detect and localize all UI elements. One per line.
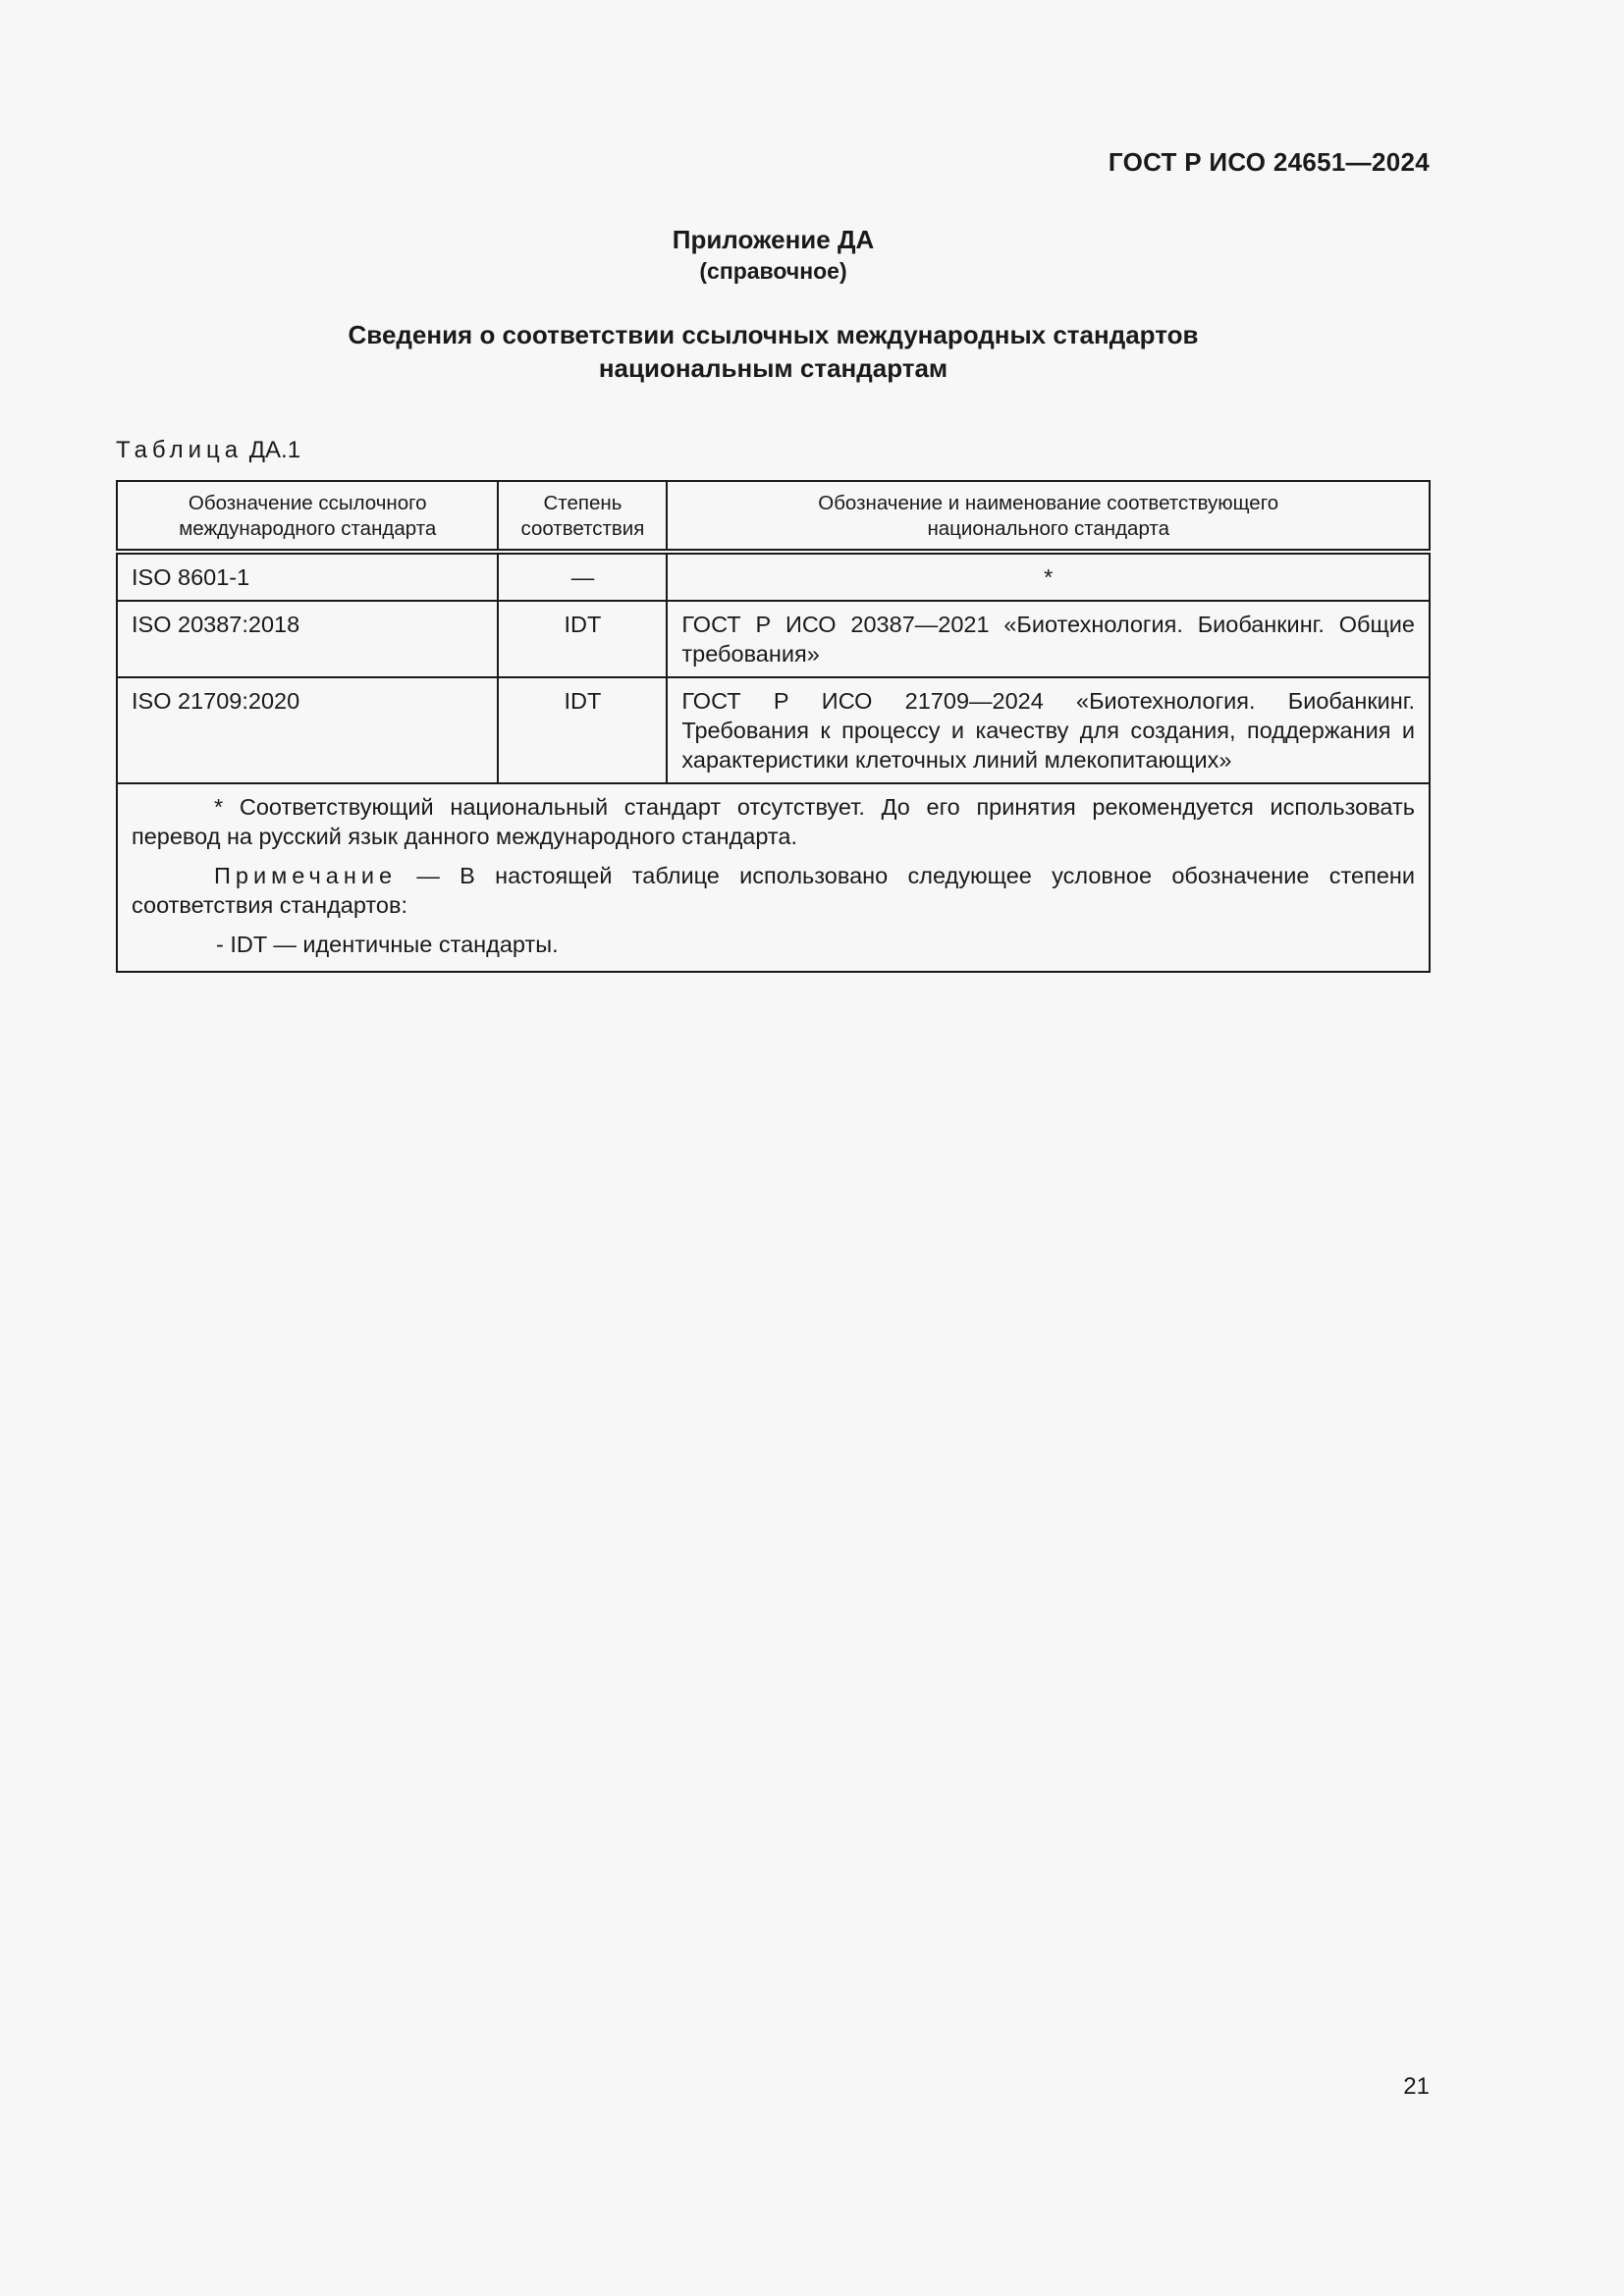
table-label-number: ДА.1	[248, 437, 301, 463]
table-label-word: Таблица	[116, 437, 244, 463]
table-row	[117, 677, 1430, 783]
cell-ref: ISO 20387:2018	[117, 601, 498, 677]
cell-national: *	[667, 552, 1430, 601]
section-title	[0, 318, 1546, 385]
cell-national: ГОСТ Р ИСО 21709—2024 «Биотехнология. Биобанкинг. Требования к процессу и качеству для создания, поддержания и характеристики клеточных линий млекопитающих»	[667, 677, 1430, 783]
note-text: — В настоящей таблице использовано следующее условное обозначение степени соответствия стандартов:	[132, 863, 1415, 918]
table-notes-row	[117, 783, 1430, 972]
table-note	[132, 861, 1415, 920]
page-number: 21	[1403, 2073, 1430, 2100]
table-notes	[117, 783, 1430, 972]
annex-header	[0, 224, 1546, 287]
cell-ref: ISO 21709:2020	[117, 677, 498, 783]
cell-degree: —	[498, 552, 667, 601]
annex-title: Приложение ДА	[672, 225, 875, 254]
annex-subtitle: (справочное)	[699, 258, 847, 284]
section-title-line1: Сведения о соответствии ссылочных международных стандартов	[348, 320, 1199, 349]
table-footnote: * Соответствующий национальный стандарт отсутствует. До его принятия рекомендуется использовать перевод на русский язык данного международного стандарта.	[132, 794, 1415, 849]
note-label: Примечание	[214, 863, 398, 888]
table-row	[117, 601, 1430, 677]
section-title-line2: национальным стандартам	[598, 353, 948, 383]
note-list-item: - IDT — идентичные стандарты.	[216, 932, 559, 957]
header-degree: Степень соответствия	[498, 481, 667, 552]
cell-ref: ISO 8601-1	[117, 552, 498, 601]
table-row	[117, 552, 1430, 601]
table-label	[116, 437, 300, 464]
header-ref-standard: Обозначение ссылочного международного стандарта	[117, 481, 498, 552]
correspondence-table	[116, 480, 1431, 973]
table-header-row	[117, 481, 1430, 552]
cell-degree: IDT	[498, 677, 667, 783]
document-code: ГОСТ Р ИСО 24651—2024	[1108, 147, 1430, 177]
cell-national: ГОСТ Р ИСО 20387—2021 «Биотехнология. Биобанкинг. Общие требования»	[667, 601, 1430, 677]
cell-degree: IDT	[498, 601, 667, 677]
header-national-standard: Обозначение и наименование соответствующего национального стандарта	[667, 481, 1430, 552]
